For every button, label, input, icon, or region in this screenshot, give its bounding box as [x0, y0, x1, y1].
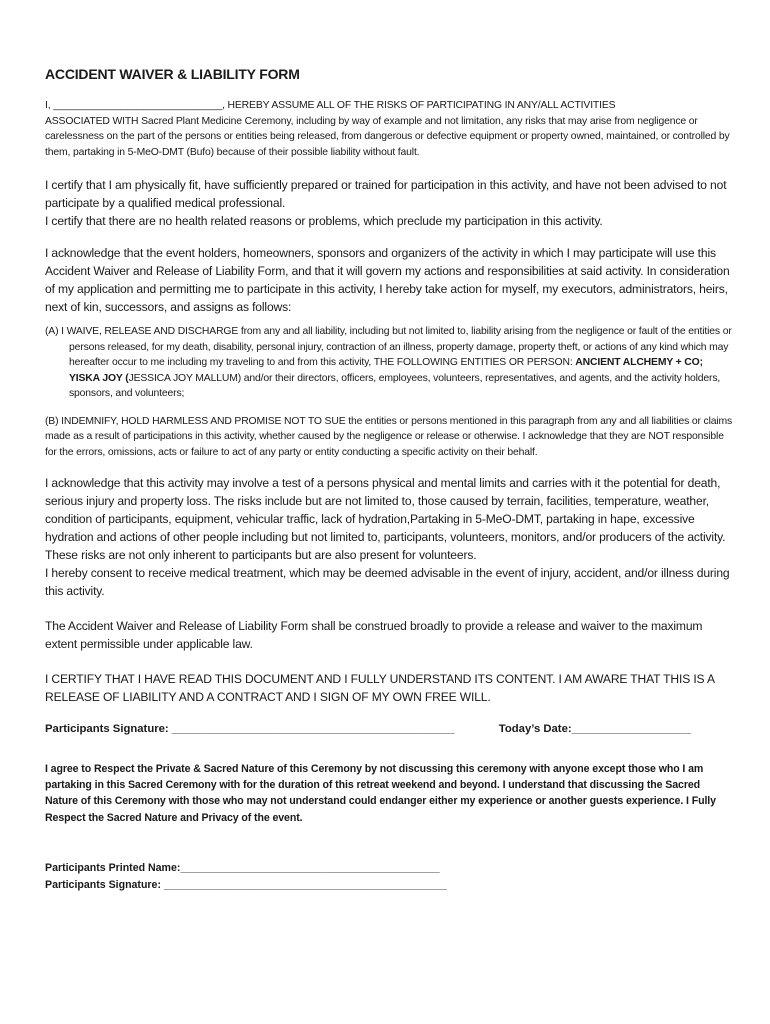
risk-acknowledgement-paragraph	[45, 474, 735, 600]
event-acknowledgement-paragraph: I acknowledge that the event holders, homeowners, sponsors and organizers of the activity in which I may participate will use this Accident Waiver and Release of Liability Form, and that it will govern my actions and responsibilities at said activity. In consideration of my application and permitting me to participate in this activity, I hereby take action for myself, my executors, administrators, heirs, next of kin, successors, and assigns as follows:	[45, 246, 730, 314]
clause-a-entity: ANCIENT ALCHEMY + CO; YISKA JOY (	[69, 357, 703, 384]
printed-name-field[interactable]: Participants Printed Name:____________________________________________	[45, 861, 440, 874]
clause-a-lead: (A) I WAIVE, RELEASE AND DISCHARGE	[45, 326, 239, 337]
assumption-of-risk-paragraph	[45, 98, 735, 160]
health-certification-text: I certify that there are no health related reasons or problems, which preclude my participation in this activity.	[45, 214, 603, 228]
assumption-line-body: ASSOCIATED WITH Sacred Plant Medicine Ceremony, including by way of example and not limitation, any risks that may arise from negligence or carelessness on the part of the persons or entities being released, from dangerous or defective equipment or property owned, maintained, or controlled by them, partaking in 5-MeO-DMT (Bufo) because of their possible liability without fault.	[45, 115, 730, 158]
risk-description-text: I acknowledge that this activity may involve a test of a persons physical and mental limits and carries with it the potential for death, serious injury and property loss. The risks include but are not limited to, those caused by terrain, facilities, temperature, weather, condition of participants, equipment, vehicular traffic, lack of hydration,Partaking in 5-MeO-DMT, partaking in hape, excessive hydration and actions of other people including but not limited to, participants, volunteers, monitors, and/or producers of the activity. These risks are not only inherent to participants but are also present for volunteers.	[45, 476, 726, 562]
clause-b-indemnify	[45, 414, 735, 461]
medical-consent-text: I hereby consent to receive medical treatment, which may be deemed advisable in the event of injury, accident, and/or illness during this activity.	[45, 566, 730, 598]
final-signature-field[interactable]: Participants Signature: ________________________________________________	[45, 878, 447, 891]
printed-name-signature-block	[45, 860, 735, 894]
todays-date-field[interactable]: Today’s Date:___________________	[498, 723, 691, 735]
signature-date-row	[45, 723, 691, 735]
form-title: ACCIDENT WAIVER & LIABILITY FORM	[45, 66, 300, 82]
waiver-document	[45, 66, 735, 893]
read-understand-certification: I CERTIFY THAT I HAVE READ THIS DOCUMENT AND I FULLY UNDERSTAND ITS CONTENT. I AM AWARE THAT THIS IS A RELEASE OF LIABILITY AND A CONTRACT AND I SIGN OF MY OWN FREE WILL.	[45, 672, 715, 704]
fitness-certification-text: I certify that I am physically fit, have sufficiently prepared or trained for participation in this activity, and have not been advised to not participate by a qualified medical professional.	[45, 178, 727, 210]
participant-signature-field[interactable]: Participants Signature: _____________________________________________	[45, 723, 455, 735]
fitness-certification-paragraph	[45, 176, 735, 230]
assumption-line-name-blank: I, ______________________________, HEREBY ASSUME ALL OF THE RISKS OF PARTICIPATING IN ANY/ALL ACTIVITIES	[45, 100, 616, 111]
clause-a-tail: JESSICA JOY MALLUM) and/or their directors, officers, employees, volunteers, representatives, and agents, and the activity holders, sponsors, and volunteers;	[69, 372, 721, 399]
clause-a-waive-release	[45, 324, 735, 402]
clause-b-body: the entities or persons mentioned in this paragraph from any and all liabilities or claims made as a result of participations in this activity, whether caused by the negligence or release or otherwise. I acknowledge that they are NOT responsible for the errors, omissions, acts or failure to act of any party or entity conducting a specific activity on their behalf.	[45, 415, 733, 458]
clause-b-lead: (B) INDEMNIFY, HOLD HARMLESS AND PROMISE NOT TO SUE	[45, 415, 346, 427]
construction-clause: The Accident Waiver and Release of Liability Form shall be construed broadly to provide a release and waiver to the maximum extent permissible under applicable law.	[45, 619, 703, 651]
sacred-privacy-agreement: I agree to Respect the Private & Sacred Nature of this Ceremony by not discussing this ceremony with anyone except those who I am partaking in this Sacred Ceremony with for the duration of this retreat weekend and beyond. I understand that discussing the Sacred Nature of this Ceremony with those who may not understand could endanger either my experience or another guests experience. I Fully Respect the Sacred Nature and Privacy of the event.	[45, 763, 716, 824]
clause-a-body: from any and all liability, including but not limited to, liability arising from the negligence or fault of the entities or persons released, for my death, disability, personal injury, contraction of an illness, property damage, property theft, or actions of any kind which may hereafter occur to me including my traveling to and from this activity, THE FOLLOWING ENTITIES OR PERSON:	[69, 326, 732, 368]
